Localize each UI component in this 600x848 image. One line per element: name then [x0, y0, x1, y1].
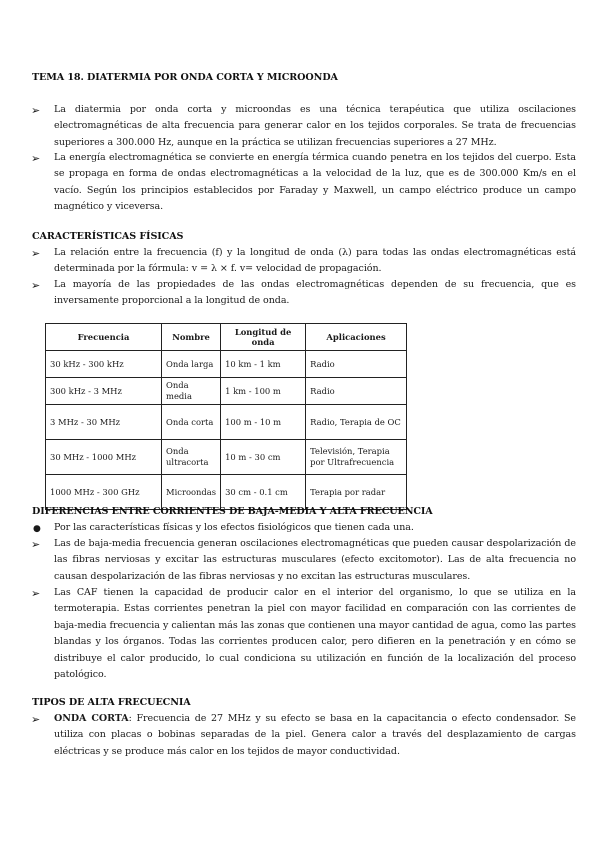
- table-row: [46, 351, 407, 378]
- table-row: [46, 378, 407, 405]
- differences-item-2: Las CAF tienen la capacidad de producir calor en el interior del organismo, lo que se utiliza en la termoterapia. Estas corrientes penetran la piel con mayor facilidad en comparación con las corrientes de baja-media frecuencia y calientan más las zonas que contienen una mayor cantidad de agua, como las partes blandas y los órganos. Todas las corrientes producen calor, pero difieren en la penetración y en cómo se distribuye el calor producido, lo cual condiciona su utilización en función de la localización del proceso patológico.: [54, 587, 576, 681]
- table-cell: Radio: [306, 351, 407, 378]
- differences-dot-item: Por las características físicas y los efectos fisiológicos que tienen cada una.: [54, 522, 414, 533]
- bullet-icon: ➢: [31, 152, 41, 165]
- table-cell: 30 kHz - 300 kHz: [46, 351, 162, 378]
- table-cell: Terapia por radar: [306, 475, 407, 510]
- table-cell: Televisión, Terapia por Ultrafrecuencia: [306, 440, 407, 475]
- table-header-row: [46, 324, 407, 351]
- bullet-icon: ➢: [31, 538, 41, 551]
- bullet-icon: ➢: [31, 587, 41, 600]
- table-cell: 10 km - 1 km: [221, 351, 306, 378]
- table-cell: 300 kHz - 3 MHz: [46, 378, 162, 405]
- column-header: Longitud de onda: [221, 324, 306, 351]
- intro-paragraph-1: La diatermia por onda corta y microondas es una técnica terapéutica que utiliza oscilaciones electromagnéticas de alta frecuencia para generar calor en los tejidos corporales. Se trata de frecuencias superiores a 300.000 Hz, aunque en la práctica se utilizan frecuencias superiores a 27 MHz.: [54, 104, 576, 148]
- table-cell: Onda corta: [162, 405, 221, 440]
- table-cell: 1 km - 100 m: [221, 378, 306, 405]
- table-cell: 30 cm - 0.1 cm: [221, 475, 306, 510]
- section-heading-physical: CARACTERÍSTICAS FÍSICAS: [32, 231, 184, 242]
- onda-corta-label: ONDA CORTA: [54, 713, 129, 724]
- table-row: [46, 440, 407, 475]
- table-cell: 10 m - 30 cm: [221, 440, 306, 475]
- table-cell: 3 MHz - 30 MHz: [46, 405, 162, 440]
- table-cell: Radio, Terapia de OC: [306, 405, 407, 440]
- column-header: Nombre: [162, 324, 221, 351]
- column-header: Frecuencia: [46, 324, 162, 351]
- table-cell: 30 MHz - 1000 MHz: [46, 440, 162, 475]
- table-row: [46, 405, 407, 440]
- page-title: TEMA 18. DIATERMIA POR ONDA CORTA Y MICROONDA: [32, 72, 338, 83]
- table-row: [46, 475, 407, 510]
- section-heading-differences: DIFERENCIAS ENTRE CORRIENTES DE BAJA-MEDIA Y ALTA FRECUENCIA: [32, 506, 433, 517]
- table-cell: Onda ultracorta: [162, 440, 221, 475]
- physical-item-1: La relación entre la frecuencia (f) y la longitud de onda (λ) para todas las ondas electromagnéticas está determinada por la fórmula: v = λ × f. v= velocidad de propagación.: [54, 247, 576, 275]
- intro-paragraph-2: La energía electromagnética se convierte en energía térmica cuando penetra en los tejidos del cuerpo. Esta se propaga en forma de ondas electromagnéticas a la velocidad de la luz, que es de 300.000 Km/s en el vacío. Según los principios establecidos por Faraday y Maxwell, un campo eléctrico produce un campo magnético y viceversa.: [54, 152, 576, 213]
- bullet-icon: ➢: [31, 713, 41, 726]
- column-header: Aplicaciones: [306, 324, 407, 351]
- table-cell: 1000 MHz - 300 GHz: [46, 475, 162, 510]
- dot-bullet-icon: ●: [33, 524, 41, 534]
- table-cell: Microondas: [162, 475, 221, 510]
- onda-corta-text: : Frecuencia de 27 MHz y su efecto se basa en la capacitancia o efecto condensador. Se utiliza con placas o bobinas separadas de la piel. Genera calor a través del desplazamiento de cargas eléctricas y se produce más calor en los tejidos de mayor conductividad.: [54, 713, 576, 757]
- bullet-icon: ➢: [31, 279, 41, 292]
- frequency-table: [45, 323, 407, 510]
- bullet-icon: ➢: [31, 104, 41, 117]
- table-cell: Radio: [306, 378, 407, 405]
- table-cell: Onda media: [162, 378, 221, 405]
- table-cell: 100 m - 10 m: [221, 405, 306, 440]
- table-cell: Onda larga: [162, 351, 221, 378]
- types-item-onda-corta: [54, 711, 576, 760]
- physical-item-2: La mayoría de las propiedades de las ondas electromagnéticas dependen de su frecuencia, que es inversamente proporcional a la longitud de onda.: [54, 279, 576, 307]
- section-heading-types: TIPOS DE ALTA FRECUECNIA: [32, 697, 191, 708]
- differences-item-1: Las de baja-media frecuencia generan oscilaciones electromagnéticas que pueden causar despolarización de las fibras nerviosas y excitar las estructuras musculares (efecto excitomotor). Las de alta frecuencia no causan despolarización de las fibras nerviosas y no excitan las estructuras musculares.: [54, 538, 576, 582]
- bullet-icon: ➢: [31, 247, 41, 260]
